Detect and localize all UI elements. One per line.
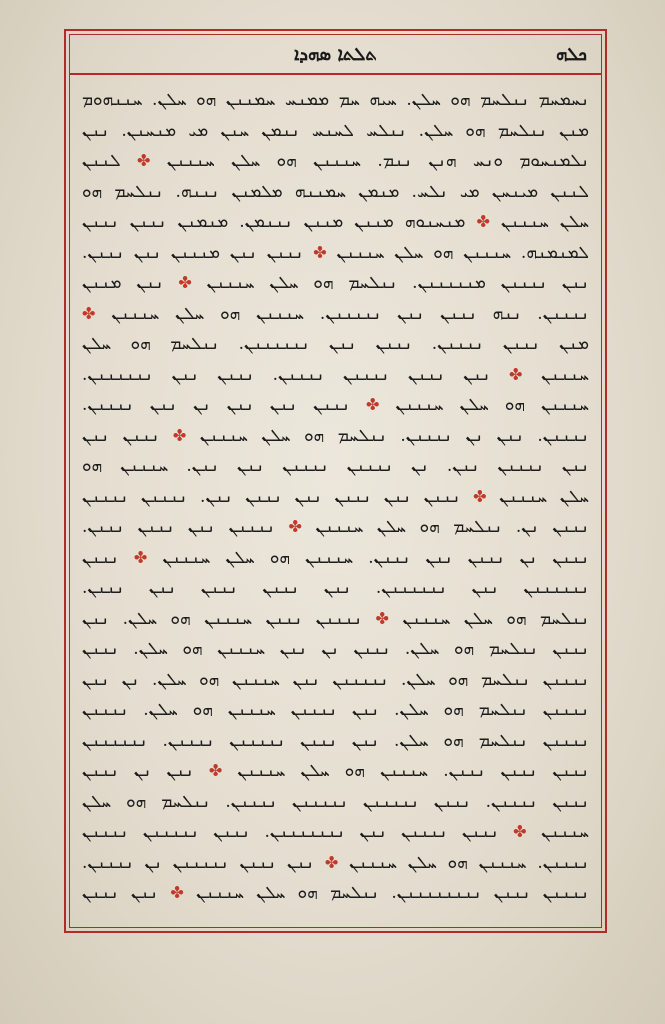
section-divider-mark: ✤ [365, 395, 380, 415]
text-line: ܢܢܢܢܢ ܢܢܠܚܡ ܗܘ ܚܠܢ. ܢܢܢܢܢܢ ܢܢܢ ܚܢܢܢܢ ܗܘ ܚܠܢ. ܢܢ ܢܢܢ [82, 669, 589, 690]
text-line: ܚܠܢ ܚܢܢܢܢ ✤ ܡܢܚܢܘܗ ܡܢܢܢ ܡܢܢܢ ܢܢܢܡܢ. ܡܢܡܢܢ ܢܢܢܢ ܢܢܢܢ [82, 212, 589, 232]
text-line: ܢܢܠܚܡ ܗܘ ܚܠܢ ܚܢܢܢܢ ✤ ܢܢܢܢܢ ܢܢܢܢ ܚܢܢܢܢ ܗܘ ܚܠܢ. ܢܢܢ [82, 608, 589, 629]
text-line: ܠܢܢܢ ܡܝܢܚܢ ܡܝ ܢܠܚ. ܡܢܡܢ ܚܡܢܢܗ ܡܠܡܢܢ ܢܢܢܗ. ܢܢܠܚܡ ܗܘ [82, 181, 589, 202]
section-divider-mark: ✤ [208, 761, 223, 781]
section-divider-mark: ✤ [137, 151, 151, 171]
text-line: ܢܢܢܢܢ. ܚܢܢܢܢ ܗܘ ܚܠܢ ܚܢܢܢܢ ✤ ܢܢܢ ܢܢܢܢ ܢܢܢܢܢܢ ܢܢ ܢܢܢܢܢ. [82, 852, 589, 873]
text-line: ܢܢܢ ܢܢܢܢܢ ܡܢܢܢܢܢܢ. ܢܢܠܚܡ ܗܘ ܚܠܢ ܚܢܢܢܢ ✤ ܢܢܢ ܡܢܢܢ [82, 273, 589, 293]
section-divider-mark: ✤ [324, 852, 339, 873]
text-line: ܡܢܢ ܢܢܢܢ ܢܢܢܢܢ. ܢܢܢܢ ܢܢܢ ܢܢܢܢܢܢܢ. ܢܢܠܚܡ ܗܘ ܚܠܢ [82, 334, 589, 354]
text-line: ܢܢܢܢܢ. ܢܢܢ ܢܢ ܢܢܢܢܢ. ܢܢܠܚܡ ܗܘ ܚܠܢ ܚܢܢܢܢ ✤ ܢܢܢܢ ܢܢܢ [82, 425, 589, 446]
section-divider-mark: ✤ [375, 608, 389, 629]
page-number: ܟܠܗ [556, 44, 587, 65]
text-line: ܢܢܢܢܢ. ܢܢܗ ܢܢܢܢ ܢܢܢ ܢܢܢܢܢܢ. ܚܢܢܢܢ ܗܘ ܚܠܢ ܚܢܢܢܢ ✤ [82, 303, 589, 324]
text-line: ܚܢܢܢܢ ✤ ܢܢܢܢ ܢܢܢܢܢ ܢܢܢ ܢܢܢܢܢܢܢܢ. ܢܢܢܢ ܢܢܢܢܢܢ ܢܢܢܢܢ [82, 822, 589, 842]
section-divider-mark: ✤ [178, 273, 192, 293]
text-line: ܢܢܢܢܢ ܢܢܠܚܡ ܗܘ ܚܠܢ. ܢܢܢ ܢܢܢܢ ܢܢܢܢܢܢ ܢܢܢܢܢ. ܢܢܢܢܢܢܢ [82, 730, 589, 751]
text-line: ܡܢܢ ܢܢܠܚܡ ܗܘ ܚܠܢ. ܢܢܠܚ ܠܚܢܚ ܢܢܡܢ ܚܢܢ ܡܝ ܡܢܚܢܢ. ܢܢܢ [82, 120, 589, 141]
inner-border [69, 34, 602, 928]
section-divider-mark: ✤ [172, 425, 187, 446]
section-divider-mark: ✤ [513, 822, 527, 842]
text-line: ܢܢܢܢܢܢܢ ܢܢܢ ܢܢܢܢܢܢܢ. ܢܢܢ ܢܢܢܢ ܢܢܢܢ ܢܢܢ ܢܢܢܢ. [82, 578, 589, 598]
text-line: ܢܢܢܢ ܢܢ. ܢܢܠܚܡ ܗܘ ܚܠܢ ܚܢܢܢܢ ✤ ܢܢܢܢܢ ܢܢܢ ܢܢܢܢ ܢܢܢܢ. [82, 517, 589, 537]
text-line: ܚܠܢ ܚܢܢܢܢ ✤ ܢܢܢܢ ܢܢܢ ܢܢܢܢ ܢܢܢ ܢܢܢܢ ܢܢܢ. ܢܢܢܢܢ ܢܢܢܢܢ [82, 486, 589, 507]
text-line: ܢܢܢܢ ܢܢܢܢܢ. ܢܢܢܢ ܢܢܢܢܢܢ ܢܢܢܢܢܢ ܢܢܢܢܢ. ܢܢܠܚܡ ܗܘ ܚܠܢ [82, 791, 589, 812]
section-divider-mark: ✤ [313, 242, 327, 263]
section-divider-mark: ✤ [170, 883, 184, 903]
text-line: ܢܢܢܢ ܢܢܠܚܡ ܗܘ ܚܠܢ. ܢܢܢܢ ܢܢ ܢܢܢ ܚܢܢܢܢ ܗܘ ܚܠܢ. ܢܢܢܢ [82, 639, 589, 659]
text-line: ܢܢܢܢܢ ܢܢܢܢ ܢܢܢܢܢܢܢܢܢ. ܢܢܠܚܡ ܗܘ ܚܠܢ ܚܢܢܢܢ ✤ ܢܢܢ ܢܢܢܢ [82, 883, 589, 903]
text-line: ܚܢܢܢܢ ✤ ܢܢܢ ܢܢܢܢ ܢܢܢܢܢ ܢܢܢܢܢ. ܢܢܢܢ ܢܢܢ ܢܢܢܢܢܢܢ. [82, 364, 589, 385]
header-title: ܬܠܬܐ ܣܗܕܐ [294, 44, 377, 65]
section-divider-mark: ✤ [133, 547, 148, 568]
section-divider-mark: ✤ [288, 517, 302, 537]
text-line: ܚܢܢܢܢ ܗܘ ܚܠܢ ܚܢܢܢܢ ✤ ܢܢܢܢ ܢܢܢ ܢܢܢ ܢܢ ܢܢܢ ܢܢܢܢܢ. [82, 395, 589, 415]
section-divider-mark: ✤ [476, 212, 490, 232]
text-line: ܢܢܢܢܢ ܢܢܠܚܡ ܗܘ ܚܠܢ. ܢܢܢ ܢܢܢܢܢ ܚܢܢܢܢ ܗܘ ܚܠܢ. ܢܢܢܢܢ [82, 700, 589, 720]
text-line: ܢܢܢܢ ܢܢܢܢ ܢܢܢܢ. ܚܢܢܢܢ ܗܘ ܚܠܢ ܚܢܢܢܢ ✤ ܢܢܢ ܢܢ ܢܢܢܢ [82, 761, 589, 781]
running-header [70, 35, 601, 75]
text-line: ܢܚܡܚܡ ܢܢܠܚܡ ܗܘ ܚܠܢ. ܚܝܗ ܚܡ ܡܡܢܚ ܚܡܢܢܢ ܗܘ ܚܠܢ. ܚܢܢܗܘܡ [82, 90, 589, 110]
text-line: ܢܢܢܢ ܢܢ ܢܢܢܢ ܢܢܢ ܢܢܢܢ. ܚܢܢܢܢ ܗܘ ܚܠܢ ܚܢܢܢܢ ✤ ܢܢܢܢ [82, 547, 589, 568]
section-divider-mark: ✤ [509, 364, 523, 385]
text-line: ܢܢܢ ܢܢܢܢܢ ܢܢܢ. ܢܢ ܢܢܢܢܢ ܢܢܢܢܢ ܢܢܢ ܢܢܢ. ܚܢܢܢܢ ܗܘ [82, 456, 589, 476]
text-line: ܢܠܡܢܚܘܡ ܘܢܚ ܗܢܢ ܢܢܡ. ܚܢܢܢܢ ܗܘ ܚܠܢ ܚܢܢܢܢ ✤ ܠܢܢܢ [82, 151, 589, 171]
text-line: ܠܡܢܡܢܗ. ܚܢܢܢܢ ܗܘ ܚܠܢ ܚܢܢܢܢ ✤ ܢܢܢܢ ܢܢܢ ܡܢܢܢܢ ܢܢܢ ܢܢܢܢ. [82, 242, 589, 263]
text-body [82, 85, 589, 913]
section-divider-mark: ✤ [82, 303, 96, 324]
page-border [64, 29, 607, 933]
section-divider-mark: ✤ [473, 486, 487, 507]
